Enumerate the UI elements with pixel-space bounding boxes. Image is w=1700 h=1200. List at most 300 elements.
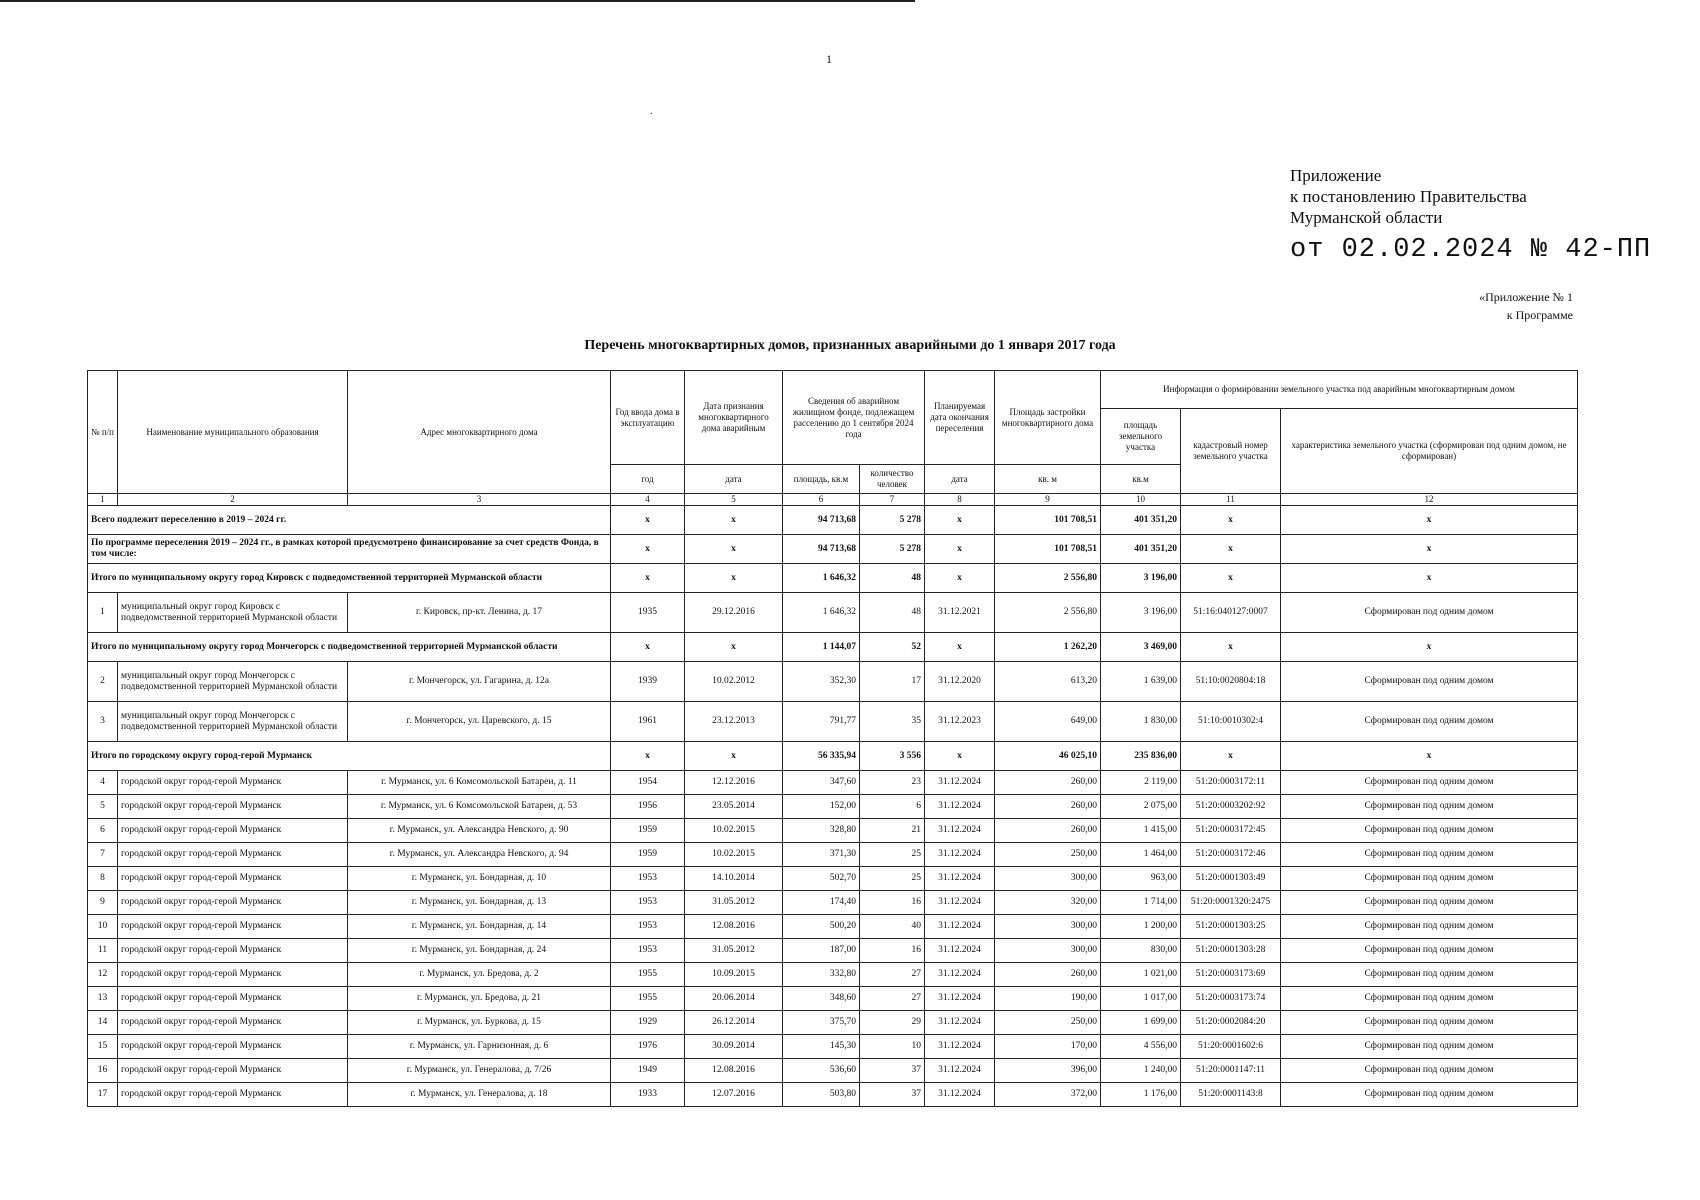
annex1-line: к Программе <box>1506 308 1573 322</box>
row-municipality: городской округ город-герой Мурманск <box>118 987 348 1011</box>
row-people: 23 <box>860 771 925 795</box>
row-address: г. Мурманск, ул. 6 Комсомольской Батареи, д. 11 <box>348 771 611 795</box>
header-land: Информация о формировании земельного участка под аварийным многоквартирным домом <box>1101 371 1578 409</box>
column-number: 5 <box>685 494 783 506</box>
row-date: 12.07.2016 <box>685 1083 783 1107</box>
summary-characteristic: х <box>1281 742 1578 771</box>
row-built: 190,00 <box>995 987 1101 1011</box>
row-address: г. Мурманск, ул. Гарнизонная, д. 6 <box>348 1035 611 1059</box>
summary-planned: х <box>925 564 995 593</box>
row-people: 17 <box>860 662 925 702</box>
row-people: 21 <box>860 819 925 843</box>
column-number: 12 <box>1281 494 1578 506</box>
row-planned: 31.12.2023 <box>925 702 995 742</box>
row-date: 23.05.2014 <box>685 795 783 819</box>
row-planned: 31.12.2024 <box>925 795 995 819</box>
summary-built: 2 556,80 <box>995 564 1101 593</box>
row-date: 10.02.2015 <box>685 819 783 843</box>
row-land: 1 200,00 <box>1101 915 1181 939</box>
row-municipality: городской округ город-герой Мурманск <box>118 1059 348 1083</box>
annex-line: Мурманской области <box>1290 208 1443 227</box>
housing-table <box>87 370 1578 1107</box>
row-date: 20.06.2014 <box>685 987 783 1011</box>
row-municipality: городской округ город-герой Мурманск <box>118 771 348 795</box>
table-row <box>88 891 1578 915</box>
summary-people: 5 278 <box>860 535 925 564</box>
row-land: 1 240,00 <box>1101 1059 1181 1083</box>
column-numbers-row <box>88 494 1578 506</box>
row-people: 6 <box>860 795 925 819</box>
column-number: 7 <box>860 494 925 506</box>
column-number: 6 <box>783 494 860 506</box>
summary-row <box>88 633 1578 662</box>
row-number: 10 <box>88 915 118 939</box>
row-planned: 31.12.2024 <box>925 771 995 795</box>
summary-land: 235 836,00 <box>1101 742 1181 771</box>
row-cadastral: 51:16:040127:0007 <box>1181 593 1281 633</box>
row-people: 27 <box>860 963 925 987</box>
header-address: Адрес многоквартирного дома <box>348 371 611 494</box>
annex1-line: «Приложение № 1 <box>1479 290 1573 304</box>
row-area: 375,70 <box>783 1011 860 1035</box>
row-land: 963,00 <box>1101 867 1181 891</box>
row-people: 48 <box>860 593 925 633</box>
summary-row <box>88 535 1578 564</box>
header-characteristic: характеристика земельного участка (сформирован под одним домом, не сформирован) <box>1281 409 1578 494</box>
table-row <box>88 867 1578 891</box>
summary-row <box>88 564 1578 593</box>
summary-built: 46 025,10 <box>995 742 1101 771</box>
row-municipality: городской округ город-герой Мурманск <box>118 891 348 915</box>
unit-land: кв.м <box>1101 465 1181 494</box>
row-area: 174,40 <box>783 891 860 915</box>
row-address: г. Мурманск, ул. Буркова, д. 15 <box>348 1011 611 1035</box>
summary-cadastral: х <box>1181 742 1281 771</box>
row-land: 2 119,00 <box>1101 771 1181 795</box>
row-address: г. Мурманск, ул. Бондарная, д. 24 <box>348 939 611 963</box>
row-people: 25 <box>860 867 925 891</box>
row-cadastral: 51:10:0010302:4 <box>1181 702 1281 742</box>
row-area: 371,30 <box>783 843 860 867</box>
column-number: 2 <box>118 494 348 506</box>
row-characteristic: Сформирован под одним домом <box>1281 795 1578 819</box>
row-address: г. Мурманск, ул. Бондарная, д. 10 <box>348 867 611 891</box>
row-characteristic: Сформирован под одним домом <box>1281 593 1578 633</box>
row-cadastral: 51:20:0002084:20 <box>1181 1011 1281 1035</box>
summary-area: 94 713,68 <box>783 535 860 564</box>
row-number: 5 <box>88 795 118 819</box>
row-area: 347,60 <box>783 771 860 795</box>
row-date: 14.10.2014 <box>685 867 783 891</box>
summary-people: 48 <box>860 564 925 593</box>
summary-characteristic: х <box>1281 535 1578 564</box>
row-year: 1953 <box>611 915 685 939</box>
row-cadastral: 51:20:0001303:25 <box>1181 915 1281 939</box>
row-built: 300,00 <box>995 915 1101 939</box>
row-people: 29 <box>860 1011 925 1035</box>
row-planned: 31.12.2024 <box>925 1083 995 1107</box>
decree-number: от 02.02.2024 № 42-ПП <box>1290 235 1652 265</box>
row-number: 8 <box>88 867 118 891</box>
row-characteristic: Сформирован под одним домом <box>1281 702 1578 742</box>
row-area: 187,00 <box>783 939 860 963</box>
row-people: 27 <box>860 987 925 1011</box>
row-address: г. Мурманск, ул. Бондарная, д. 14 <box>348 915 611 939</box>
row-built: 2 556,80 <box>995 593 1101 633</box>
row-year: 1929 <box>611 1011 685 1035</box>
row-land: 2 075,00 <box>1101 795 1181 819</box>
summary-area: 56 335,94 <box>783 742 860 771</box>
unit-people: количество человек <box>860 465 925 494</box>
row-cadastral: 51:20:0003172:11 <box>1181 771 1281 795</box>
row-area: 348,60 <box>783 987 860 1011</box>
table-row <box>88 915 1578 939</box>
row-characteristic: Сформирован под одним домом <box>1281 963 1578 987</box>
row-cadastral: 51:10:0020804:18 <box>1181 662 1281 702</box>
row-municipality: городской округ город-герой Мурманск <box>118 915 348 939</box>
row-municipality: городской округ город-герой Мурманск <box>118 867 348 891</box>
row-municipality: городской округ город-герой Мурманск <box>118 1035 348 1059</box>
column-number: 11 <box>1181 494 1281 506</box>
column-number: 9 <box>995 494 1101 506</box>
column-number: 3 <box>348 494 611 506</box>
row-address: г. Мурманск, ул. Генералова, д. 7/26 <box>348 1059 611 1083</box>
row-built: 260,00 <box>995 963 1101 987</box>
row-year: 1953 <box>611 891 685 915</box>
table-row <box>88 795 1578 819</box>
row-year: 1959 <box>611 819 685 843</box>
summary-land: 3 469,00 <box>1101 633 1181 662</box>
row-area: 503,80 <box>783 1083 860 1107</box>
row-number: 15 <box>88 1035 118 1059</box>
summary-year: х <box>611 535 685 564</box>
row-municipality: муниципальный округ город Мончегорск с подведомственной территорией Мурманской области <box>118 662 348 702</box>
row-area: 536,60 <box>783 1059 860 1083</box>
row-land: 1 415,00 <box>1101 819 1181 843</box>
header-year: Год ввода дома в эксплуатацию <box>611 371 685 465</box>
summary-date: х <box>685 535 783 564</box>
row-number: 12 <box>88 963 118 987</box>
row-address: г. Мурманск, ул. Бредова, д. 2 <box>348 963 611 987</box>
summary-built: 101 708,51 <box>995 535 1101 564</box>
row-address: г. Мончегорск, ул. Гагарина, д. 12а <box>348 662 611 702</box>
row-built: 260,00 <box>995 795 1101 819</box>
row-year: 1976 <box>611 1035 685 1059</box>
summary-year: х <box>611 633 685 662</box>
row-built: 649,00 <box>995 702 1101 742</box>
summary-people: 5 278 <box>860 506 925 535</box>
summary-year: х <box>611 564 685 593</box>
header-cadastral: кадастровый номер земельного участка <box>1181 409 1281 494</box>
unit-date: дата <box>685 465 783 494</box>
row-date: 23.12.2013 <box>685 702 783 742</box>
row-planned: 31.12.2024 <box>925 867 995 891</box>
row-municipality: городской округ город-герой Мурманск <box>118 939 348 963</box>
row-number: 14 <box>88 1011 118 1035</box>
row-people: 25 <box>860 843 925 867</box>
row-date: 31.05.2012 <box>685 891 783 915</box>
row-cadastral: 51:20:0001147:11 <box>1181 1059 1281 1083</box>
row-year: 1956 <box>611 795 685 819</box>
row-date: 12.08.2016 <box>685 915 783 939</box>
row-cadastral: 51:20:0001303:49 <box>1181 867 1281 891</box>
row-built: 613,20 <box>995 662 1101 702</box>
summary-date: х <box>685 506 783 535</box>
row-characteristic: Сформирован под одним домом <box>1281 819 1578 843</box>
summary-planned: х <box>925 742 995 771</box>
row-year: 1961 <box>611 702 685 742</box>
row-built: 320,00 <box>995 891 1101 915</box>
row-built: 300,00 <box>995 939 1101 963</box>
annex1-block <box>1479 288 1573 324</box>
row-characteristic: Сформирован под одним домом <box>1281 867 1578 891</box>
row-built: 260,00 <box>995 819 1101 843</box>
row-characteristic: Сформирован под одним домом <box>1281 987 1578 1011</box>
row-land: 1 639,00 <box>1101 662 1181 702</box>
row-number: 3 <box>88 702 118 742</box>
row-planned: 31.12.2024 <box>925 843 995 867</box>
row-year: 1959 <box>611 843 685 867</box>
annex-line: Приложение <box>1290 166 1382 185</box>
row-municipality: городской округ город-герой Мурманск <box>118 963 348 987</box>
table-row <box>88 939 1578 963</box>
row-characteristic: Сформирован под одним домом <box>1281 1083 1578 1107</box>
row-planned: 31.12.2024 <box>925 819 995 843</box>
row-cadastral: 51:20:0001303:28 <box>1181 939 1281 963</box>
table-row <box>88 702 1578 742</box>
table-row <box>88 963 1578 987</box>
row-characteristic: Сформирован под одним домом <box>1281 843 1578 867</box>
row-cadastral: 51:20:0001320:2475 <box>1181 891 1281 915</box>
summary-label: Всего подлежит переселению в 2019 – 2024 гг. <box>88 506 611 535</box>
row-area: 352,30 <box>783 662 860 702</box>
row-people: 40 <box>860 915 925 939</box>
row-planned: 31.12.2024 <box>925 939 995 963</box>
row-characteristic: Сформирован под одним домом <box>1281 771 1578 795</box>
annex-block <box>1290 165 1527 228</box>
row-municipality: муниципальный округ город Мончегорск с подведомственной территорией Мурманской области <box>118 702 348 742</box>
summary-built: 101 708,51 <box>995 506 1101 535</box>
row-year: 1949 <box>611 1059 685 1083</box>
row-cadastral: 51:20:0001143:8 <box>1181 1083 1281 1107</box>
summary-date: х <box>685 742 783 771</box>
row-planned: 31.12.2024 <box>925 987 995 1011</box>
unit-planned: дата <box>925 465 995 494</box>
summary-date: х <box>685 564 783 593</box>
summary-land: 401 351,20 <box>1101 535 1181 564</box>
row-built: 396,00 <box>995 1059 1101 1083</box>
summary-characteristic: х <box>1281 633 1578 662</box>
row-municipality: городской округ город-герой Мурманск <box>118 843 348 867</box>
header-land-area: площадь земельного участка <box>1101 409 1181 465</box>
row-planned: 31.12.2024 <box>925 963 995 987</box>
row-land: 1 021,00 <box>1101 963 1181 987</box>
row-planned: 31.12.2024 <box>925 1059 995 1083</box>
summary-label: Итого по городскому округу город-герой Мурманск <box>88 742 611 771</box>
top-rule <box>0 0 915 2</box>
row-area: 152,00 <box>783 795 860 819</box>
row-date: 12.12.2016 <box>685 771 783 795</box>
summary-built: 1 262,20 <box>995 633 1101 662</box>
row-land: 1 699,00 <box>1101 1011 1181 1035</box>
document-title: Перечень многоквартирных домов, признанных аварийными до 1 января 2017 года <box>584 338 1116 353</box>
row-built: 250,00 <box>995 843 1101 867</box>
row-address: г. Мурманск, ул. Александра Невского, д. 90 <box>348 819 611 843</box>
summary-year: х <box>611 506 685 535</box>
row-year: 1935 <box>611 593 685 633</box>
summary-people: 3 556 <box>860 742 925 771</box>
summary-label: По программе переселения 2019 – 2024 гг., в рамках которой предусмотрено финансирование за счет средств Фонда, в том числе: <box>88 535 611 564</box>
row-municipality: городской округ город-герой Мурманск <box>118 819 348 843</box>
row-year: 1955 <box>611 987 685 1011</box>
summary-cadastral: х <box>1181 564 1281 593</box>
row-number: 13 <box>88 987 118 1011</box>
row-date: 26.12.2014 <box>685 1011 783 1035</box>
row-planned: 31.12.2021 <box>925 593 995 633</box>
row-municipality: городской округ город-герой Мурманск <box>118 1011 348 1035</box>
row-number: 7 <box>88 843 118 867</box>
row-municipality: городской округ город-герой Мурманск <box>118 795 348 819</box>
row-date: 31.05.2012 <box>685 939 783 963</box>
row-characteristic: Сформирован под одним домом <box>1281 662 1578 702</box>
row-year: 1955 <box>611 963 685 987</box>
row-address: г. Кировск, пр-кт. Ленина, д. 17 <box>348 593 611 633</box>
summary-year: х <box>611 742 685 771</box>
row-people: 16 <box>860 891 925 915</box>
row-address: г. Мурманск, ул. Бондарная, д. 13 <box>348 891 611 915</box>
header-fund: Сведения об аварийном жилищном фонде, подлежащем расселению до 1 сентября 2024 года <box>783 371 925 465</box>
summary-label: Итого по муниципальному округу город Мончегорск с подведомственной территорией Мурманской области <box>88 633 611 662</box>
column-number: 4 <box>611 494 685 506</box>
table-body <box>88 494 1578 1107</box>
row-address: г. Мурманск, ул. Генералова, д. 18 <box>348 1083 611 1107</box>
row-cadastral: 51:20:0003172:45 <box>1181 819 1281 843</box>
summary-date: х <box>685 633 783 662</box>
row-land: 1 830,00 <box>1101 702 1181 742</box>
row-built: 300,00 <box>995 867 1101 891</box>
summary-label: Итого по муниципальному округу город Кировск с подведомственной территорией Мурманской области <box>88 564 611 593</box>
row-date: 10.09.2015 <box>685 963 783 987</box>
row-cadastral: 51:20:0001602:6 <box>1181 1035 1281 1059</box>
summary-land: 401 351,20 <box>1101 506 1181 535</box>
row-cadastral: 51:20:0003202:92 <box>1181 795 1281 819</box>
row-people: 37 <box>860 1059 925 1083</box>
row-planned: 31.12.2024 <box>925 1011 995 1035</box>
summary-characteristic: х <box>1281 506 1578 535</box>
header-area: Площадь застройки многоквартирного дома <box>995 371 1101 465</box>
row-characteristic: Сформирован под одним домом <box>1281 939 1578 963</box>
row-number: 11 <box>88 939 118 963</box>
row-characteristic: Сформирован под одним домом <box>1281 1035 1578 1059</box>
unit-built: кв. м <box>995 465 1101 494</box>
row-people: 16 <box>860 939 925 963</box>
row-cadastral: 51:20:0003172:46 <box>1181 843 1281 867</box>
summary-row <box>88 742 1578 771</box>
summary-area: 94 713,68 <box>783 506 860 535</box>
table-row <box>88 843 1578 867</box>
row-land: 830,00 <box>1101 939 1181 963</box>
table-row <box>88 1035 1578 1059</box>
row-cadastral: 51:20:0003173:74 <box>1181 987 1281 1011</box>
row-number: 4 <box>88 771 118 795</box>
row-land: 1 714,00 <box>1101 891 1181 915</box>
row-cadastral: 51:20:0003173:69 <box>1181 963 1281 987</box>
summary-area: 1 646,32 <box>783 564 860 593</box>
header-date: Дата признания многоквартирного дома аварийным <box>685 371 783 465</box>
table-row <box>88 1083 1578 1107</box>
row-built: 170,00 <box>995 1035 1101 1059</box>
scan-dot: . <box>650 106 653 117</box>
row-area: 145,30 <box>783 1035 860 1059</box>
row-number: 9 <box>88 891 118 915</box>
summary-land: 3 196,00 <box>1101 564 1181 593</box>
row-people: 10 <box>860 1035 925 1059</box>
row-people: 37 <box>860 1083 925 1107</box>
row-planned: 31.12.2024 <box>925 1035 995 1059</box>
row-date: 10.02.2012 <box>685 662 783 702</box>
row-year: 1939 <box>611 662 685 702</box>
header-planned: Планируемая дата окончания переселения <box>925 371 995 465</box>
row-date: 10.02.2015 <box>685 843 783 867</box>
table-row <box>88 1059 1578 1083</box>
column-number: 1 <box>88 494 118 506</box>
row-land: 3 196,00 <box>1101 593 1181 633</box>
column-number: 8 <box>925 494 995 506</box>
row-municipality: городской округ город-герой Мурманск <box>118 1083 348 1107</box>
summary-row <box>88 506 1578 535</box>
summary-planned: х <box>925 535 995 564</box>
row-year: 1954 <box>611 771 685 795</box>
summary-characteristic: х <box>1281 564 1578 593</box>
row-address: г. Мончегорск, ул. Царевского, д. 15 <box>348 702 611 742</box>
row-address: г. Мурманск, ул. Бредова, д. 21 <box>348 987 611 1011</box>
row-year: 1953 <box>611 939 685 963</box>
row-number: 6 <box>88 819 118 843</box>
row-built: 260,00 <box>995 771 1101 795</box>
table-row <box>88 1011 1578 1035</box>
table-row <box>88 771 1578 795</box>
summary-planned: х <box>925 633 995 662</box>
row-planned: 31.12.2024 <box>925 891 995 915</box>
row-number: 17 <box>88 1083 118 1107</box>
row-land: 1 176,00 <box>1101 1083 1181 1107</box>
summary-cadastral: х <box>1181 535 1281 564</box>
row-area: 502,70 <box>783 867 860 891</box>
row-characteristic: Сформирован под одним домом <box>1281 915 1578 939</box>
row-year: 1953 <box>611 867 685 891</box>
annex-line: к постановлению Правительства <box>1290 187 1527 206</box>
row-area: 1 646,32 <box>783 593 860 633</box>
row-land: 1 017,00 <box>1101 987 1181 1011</box>
row-planned: 31.12.2024 <box>925 915 995 939</box>
table-row <box>88 593 1578 633</box>
page-number: 1 <box>826 52 832 66</box>
row-municipality: муниципальный округ город Кировск с подведомственной территорией Мурманской области <box>118 593 348 633</box>
row-date: 29.12.2016 <box>685 593 783 633</box>
row-address: г. Мурманск, ул. 6 Комсомольской Батареи, д. 53 <box>348 795 611 819</box>
row-built: 372,00 <box>995 1083 1101 1107</box>
row-characteristic: Сформирован под одним домом <box>1281 1059 1578 1083</box>
unit-area: площадь, кв.м <box>783 465 860 494</box>
row-characteristic: Сформирован под одним домом <box>1281 1011 1578 1035</box>
table-row <box>88 819 1578 843</box>
table-row <box>88 987 1578 1011</box>
row-number: 1 <box>88 593 118 633</box>
header-municipality: Наименование муниципального образования <box>118 371 348 494</box>
unit-year: год <box>611 465 685 494</box>
row-built: 250,00 <box>995 1011 1101 1035</box>
column-number: 10 <box>1101 494 1181 506</box>
